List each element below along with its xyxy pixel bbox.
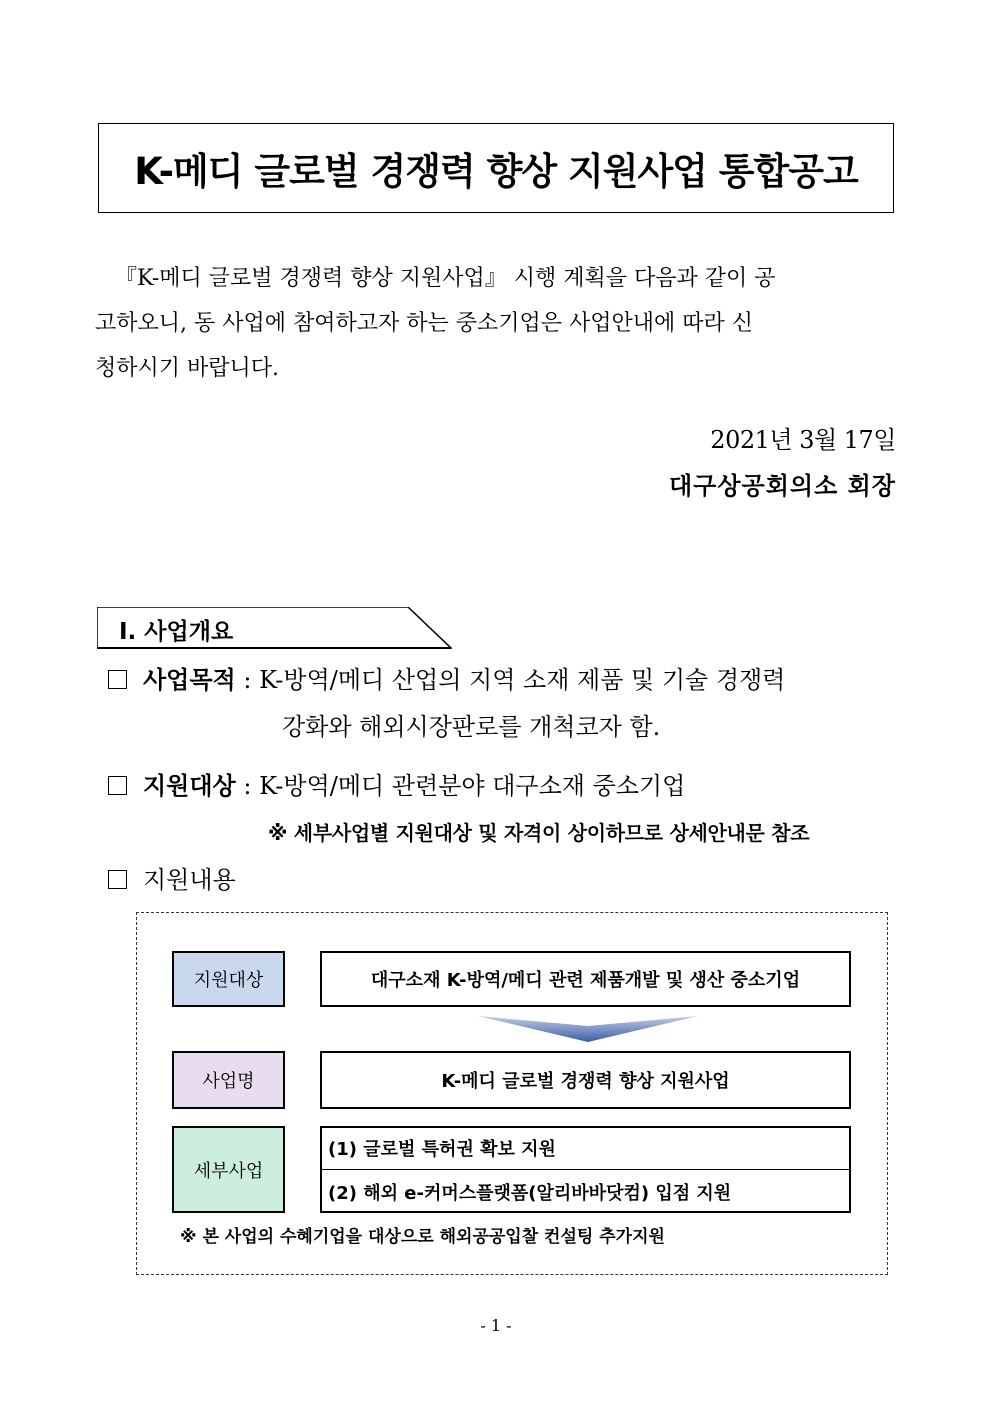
intro-line: 청하시기 바랍니다.: [95, 356, 280, 381]
purpose-label: 사업목적: [143, 666, 236, 694]
content-label: 지원내용: [143, 866, 236, 894]
document-title: K-메디 글로벌 경쟁력 향상 지원사업 통합공고: [134, 150, 858, 193]
section-heading: [97, 607, 452, 649]
page-number: - 1 -: [480, 1316, 512, 1335]
checkbox-square-icon: [108, 670, 127, 689]
diagram-project-label: 사업명: [172, 1051, 285, 1109]
intro-line: 『K-메디 글로벌 경쟁력 향상 지원사업』 시행 계획을 다음과 같이 공: [115, 266, 776, 291]
purpose-text: : K-방역/메디 산업의 지역 소재 제품 및 기술 경쟁력: [235, 666, 786, 694]
issuer-name: 대구상공회의소 회장: [668, 471, 896, 500]
purpose-text-continued: 강화와 해외시장판로를 개척코자 함.: [282, 713, 661, 741]
down-arrow-icon: [478, 1016, 698, 1042]
target-note: ※ 세부사업별 지원대상 및 자격이 상이하므로 상세안내문 참조: [268, 821, 810, 845]
document-title-box: [98, 123, 894, 213]
section-heading-text: Ⅰ. 사업개요: [119, 619, 234, 645]
purpose-item: [108, 660, 785, 695]
content-item: [108, 860, 236, 895]
intro-paragraph: [95, 256, 895, 391]
target-text: : K-방역/메디 관련분야 대구소재 중소기업: [235, 772, 686, 800]
diagram-note: ※ 본 사업의 수혜기업을 대상으로 해외공공입찰 컨설팅 추가지원: [180, 1227, 665, 1247]
checkbox-square-icon: [108, 776, 127, 795]
diagram-sub-item: (1) 글로벌 특허권 확보 지원: [328, 1138, 556, 1160]
diagram-project-value: K-메디 글로벌 경쟁력 향상 지원사업: [320, 1051, 851, 1109]
diagram-target-value: 대구소재 K-방역/메디 관련 제품개발 및 생산 중소기업: [320, 951, 851, 1007]
diagram-target-label: 지원대상: [172, 951, 285, 1007]
target-label: 지원대상: [143, 772, 236, 800]
target-item: [108, 766, 685, 801]
intro-line: 고하오니, 동 사업에 참여하고자 하는 중소기업은 사업안내에 따라 신: [95, 311, 753, 336]
diagram-sub-item: (2) 해외 e-커머스플랫폼(알리바바닷컴) 입점 지원: [328, 1182, 732, 1204]
announcement-date: 2021년 3월 17일: [710, 426, 896, 454]
diagram-sub-label: 세부사업: [172, 1126, 285, 1213]
checkbox-square-icon: [108, 870, 127, 889]
